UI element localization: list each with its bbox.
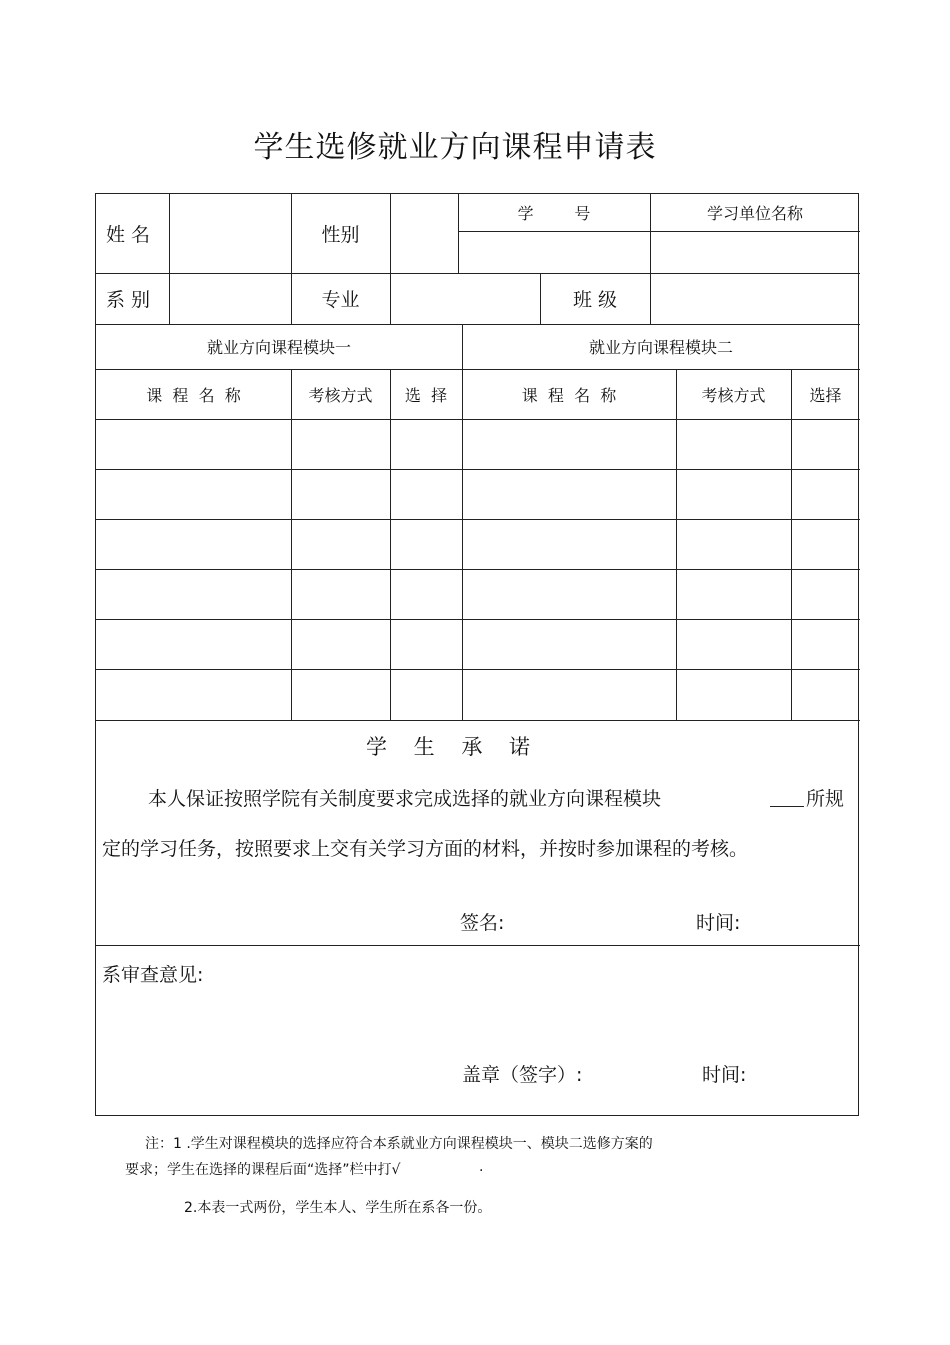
pledge-text-line2: 定的学习任务，按照要求上交有关学习方面的材料，并按时参加课程的考核。 (102, 838, 749, 860)
major-label: 专业 (321, 289, 360, 311)
divider (96, 469, 860, 470)
m2-course-name-header: 课 程 名 称 (521, 385, 617, 405)
m1-assessment-header: 考核方式 (308, 385, 373, 405)
department-label: 系 别 (106, 289, 151, 311)
class-field[interactable] (650, 273, 860, 324)
m2-select-header: 选择 (809, 385, 842, 405)
name-field[interactable] (169, 194, 291, 273)
divider (791, 369, 792, 720)
m2-assessment-header: 考核方式 (701, 385, 766, 405)
department-review-title: 系审查意见: (102, 964, 204, 986)
note-2: 2.本表一式两份，学生本人、学生所在系各一份。 (184, 1200, 492, 1216)
divider (96, 669, 860, 670)
m1-select-header: 选 择 (404, 385, 448, 405)
divider (96, 720, 860, 721)
unit-name-field[interactable] (650, 231, 860, 273)
major-field[interactable] (390, 273, 540, 324)
module-two-title: 就业方向课程模块二 (588, 338, 733, 357)
class-label: 班 级 (572, 289, 618, 311)
module-blank-field[interactable] (770, 806, 804, 807)
pledge-title: 学 生 承 诺 (365, 735, 531, 759)
pledge-text-line1: 本人保证按照学院有关制度要求完成选择的就业方向课程模块 (148, 788, 662, 810)
gender-field[interactable] (390, 194, 458, 273)
m1-course-name-header: 课 程 名 称 (146, 385, 241, 405)
note-1-line-1: 注：1 .学生对课程模块的选择应符合本系就业方向课程模块一、模块二选修方案的 (145, 1136, 653, 1152)
review-time-label: 时间: (702, 1064, 747, 1086)
divider (96, 619, 860, 620)
student-id-field[interactable] (458, 231, 650, 273)
note-1-period: . (479, 1159, 484, 1175)
divider (676, 369, 677, 720)
signature-label: 签名: (460, 912, 505, 934)
page-title: 学生选修就业方向课程申请表 (253, 130, 657, 165)
divider (390, 369, 391, 720)
divider (96, 945, 860, 946)
divider (96, 569, 860, 570)
name-label: 姓 名 (106, 224, 151, 246)
seal-signature-label: 盖章（签字）: (462, 1064, 583, 1086)
note-1-line-2: 要求；学生在选择的课程后面“选择”栏中打√ (125, 1162, 401, 1178)
divider (96, 519, 860, 520)
gender-label: 性别 (321, 224, 360, 246)
unit-name-label: 学习单位名称 (706, 204, 803, 223)
divider (96, 419, 860, 420)
divider (291, 369, 292, 720)
application-form-table (95, 193, 859, 1116)
pledge-time-label: 时间: (696, 912, 741, 934)
module-one-title: 就业方向课程模块一 (206, 338, 351, 357)
student-id-label: 学 号 (517, 204, 591, 223)
department-field[interactable] (169, 273, 291, 324)
pledge-text-line1-end: 所规 (806, 788, 845, 810)
